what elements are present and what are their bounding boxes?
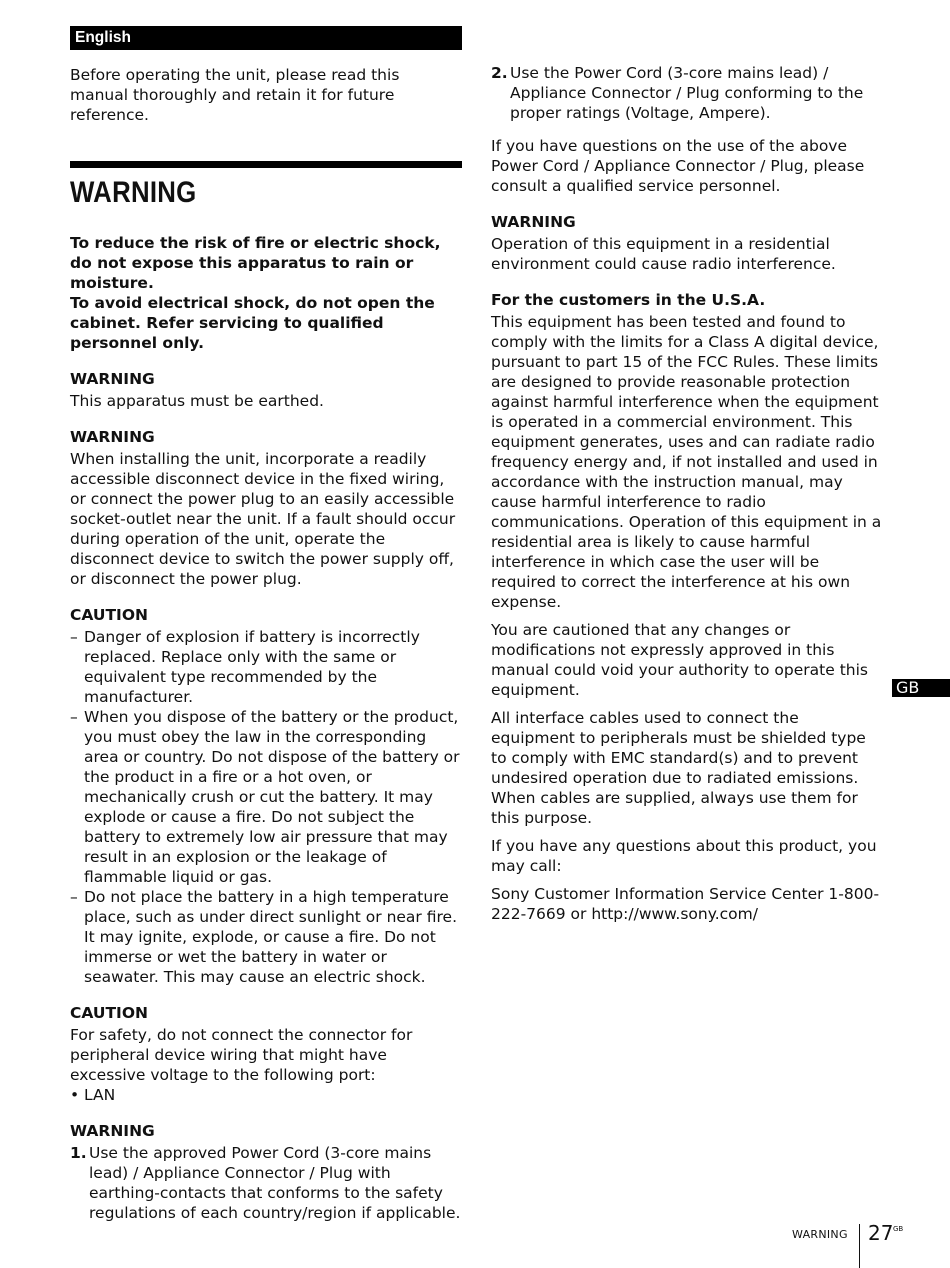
numbered-item — [491, 63, 883, 123]
port-caution-heading: CAUTION — [70, 1004, 148, 1022]
residential-text: Operation of this equipment in a residential environment could cause radio interference. — [491, 235, 836, 273]
page-number-suffix: GB — [893, 1225, 904, 1233]
earth-text: This apparatus must be earthed. — [70, 392, 324, 410]
dash-mark: – — [70, 708, 78, 726]
right-column — [491, 63, 883, 924]
item-number: 1. — [70, 1144, 87, 1162]
footer-divider — [859, 1224, 860, 1268]
usa-heading: For the customers in the U.S.A. — [491, 291, 766, 309]
list-item — [70, 627, 462, 707]
left-column — [70, 26, 462, 1223]
numbered-item-text: Use the approved Power Cord (3-core mains lead) / Appliance Connector / Plug with earthing-contacts that conforms to the safety regulations of each country/region if applicable. — [89, 1144, 461, 1222]
list-item-text: Do not place the battery in a high temperature place, such as under direct sunlight or near fire. It may ignite, explode, or cause a fire. Do not immerse or wet the battery in water or seawater. This may cause an electric shock. — [84, 888, 457, 986]
port-caution-text: For safety, do not connect the connector for peripheral device wiring that might have excessive voltage to the following port: — [70, 1026, 413, 1084]
strong-warning-line: To avoid electrical shock, do not open the cabinet. Refer servicing to qualified personnel only. — [70, 294, 435, 352]
intro-text: Before operating the unit, please read this manual thoroughly and retain it for future reference. — [70, 66, 400, 124]
numbered-item — [70, 1143, 462, 1223]
usa-paragraph: This equipment has been tested and found to comply with the limits for a Class A digital device, pursuant to part 15 of the FCC Rules. These limits are designed to provide reasonable protection against harmful interference when the equipment is operated in a commercial environment. This equipment generates, uses and can radiate radio frequency energy and, if not installed and used in accordance with the instruction manual, may cause harmful interference to radio communications. Operation of this equipment in a residential area is likely to cause harmful interference in which case the user will be required to correct the interference at his own expense. — [491, 313, 882, 611]
item-number: 2. — [491, 64, 508, 82]
residential-heading: WARNING — [491, 213, 576, 231]
dash-mark: – — [70, 628, 78, 646]
page-title: WARNING — [70, 176, 197, 209]
list-item — [70, 887, 462, 987]
usa-paragraph: If you have any questions about this product, you may call: — [491, 837, 877, 875]
strong-warning-line: To reduce the risk of fire or electric shock, do not expose this apparatus to rain or moisture. — [70, 234, 441, 292]
page-number: 27 — [868, 1221, 894, 1245]
usa-paragraph: You are cautioned that any changes or modifications not expressly approved in this manual could void your authority to operate this equipment. — [491, 621, 868, 699]
list-item — [70, 707, 462, 887]
battery-caution-list — [70, 627, 462, 987]
list-item-text: Danger of explosion if battery is incorrectly replaced. Replace only with the same or equivalent type recommended by the manufacturer. — [84, 628, 420, 706]
language-label: English — [70, 26, 462, 50]
numbered-item-text: Use the Power Cord (3-core mains lead) / Appliance Connector / Plug conforming to the proper ratings (Voltage, Ampere). — [510, 64, 864, 122]
list-item-text: When you dispose of the battery or the product, you must obey the law in the corresponding area or country. Do not dispose of the battery or the product in a fire or a hot oven, or mechanically crush or cut the battery. It may explode or cause a fire. Do not subject the battery to extremely low air pressure that may result in an explosion or the leakage of flammable liquid or gas. — [84, 708, 460, 886]
battery-caution-heading: CAUTION — [70, 606, 148, 624]
power-cord-heading: WARNING — [70, 1122, 155, 1140]
bullet-mark: • — [70, 1086, 80, 1104]
footer-section-label: WARNING — [792, 1228, 848, 1241]
disconnect-text: When installing the unit, incorporate a readily accessible disconnect device in the fixed wiring, or connect the power plug to an easily accessible socket-outlet near the unit. If a fault should occur during operation of the unit, operate the disconnect device to switch the power supply off, or disconnect the power plug. — [70, 450, 456, 588]
strong-warning — [70, 233, 462, 353]
power-cord-list-part1 — [70, 1143, 462, 1223]
power-cord-questions: If you have questions on the use of the above Power Cord / Appliance Connector / Plug, please consult a qualified service personnel. — [491, 137, 865, 195]
disconnect-heading: WARNING — [70, 428, 155, 446]
language-side-tab: GB — [892, 679, 950, 697]
port-list — [70, 1085, 462, 1105]
list-item — [70, 1085, 462, 1105]
dash-mark: – — [70, 888, 78, 906]
list-item-text: LAN — [84, 1086, 116, 1104]
earth-heading: WARNING — [70, 370, 155, 388]
power-cord-list-part2 — [491, 63, 883, 123]
usa-paragraph: All interface cables used to connect the equipment to peripherals must be shielded type to comply with EMC standard(s) and to prevent undesired operation due to radiated emissions. When cables are supplied, always use them for this purpose. — [491, 709, 866, 827]
usa-contact: Sony Customer Information Service Center 1-800-222-7669 or http://www.sony.com/ — [491, 885, 880, 923]
section-rule — [70, 161, 462, 168]
